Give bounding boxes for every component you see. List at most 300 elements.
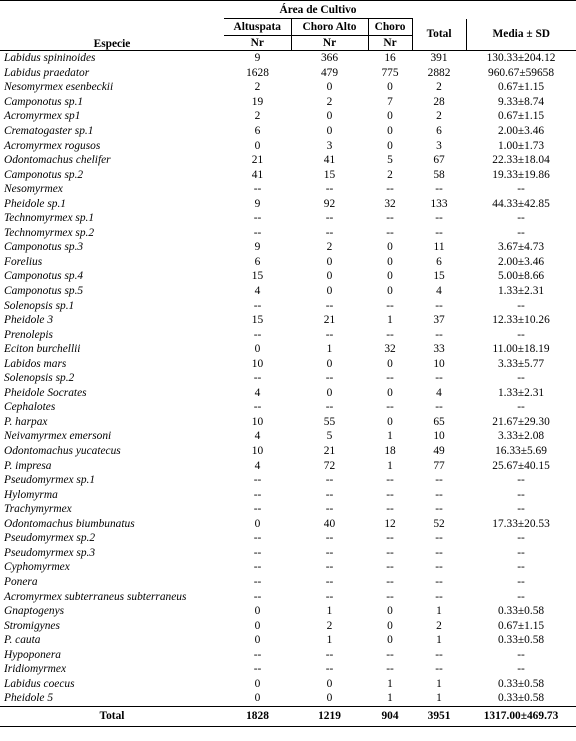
total-cell: 28	[433, 95, 445, 108]
choro-cell: 0	[387, 241, 393, 254]
choro-cell: --	[386, 372, 394, 385]
total-choro-alto: 1219	[291, 706, 368, 726]
total-cell: 2	[436, 110, 442, 123]
species-cell: Stromigynes	[4, 619, 60, 632]
altuspata-cell: --	[253, 532, 262, 545]
total-cell: 391	[430, 52, 448, 65]
total-cell: 2882	[427, 66, 451, 79]
mean-cell: 22.33±18.04	[492, 154, 550, 167]
choro-alto-cell: --	[325, 474, 334, 487]
choro-alto-cell: --	[325, 561, 334, 574]
table-row	[0, 153, 576, 168]
species-cell: Pheidole sp.1	[4, 197, 67, 210]
choro-cell: 16	[384, 52, 396, 65]
species-cell: Trachymyrmex	[4, 503, 72, 516]
altuspata-cell: --	[253, 488, 262, 501]
choro-cell: 775	[381, 66, 399, 79]
altuspata-cell: 9	[254, 241, 261, 254]
table-row	[0, 517, 576, 532]
choro-alto-cell: 2	[326, 95, 333, 108]
altuspata-cell: 0	[254, 692, 261, 705]
species-cell: Pseudomyrmex sp.1	[4, 474, 96, 487]
total-cell: --	[435, 663, 443, 676]
altuspata-cell: 21	[251, 154, 264, 167]
total-cell: --	[435, 546, 443, 559]
total-cell: --	[435, 590, 443, 603]
table-row	[0, 531, 576, 546]
table-row	[0, 167, 576, 182]
altuspata-cell: 6	[254, 125, 261, 137]
table-row	[0, 487, 576, 502]
mean-cell: 1.33±2.31	[497, 386, 545, 399]
table-row	[0, 371, 576, 386]
choro-cell: 0	[387, 605, 393, 618]
choro-alto-cell: 0	[326, 357, 333, 370]
mean-cell: 12.33±10.26	[492, 314, 550, 327]
mean-cell: --	[517, 401, 525, 414]
choro-cell: 32	[384, 197, 396, 210]
mean-cell: 1.00±1.73	[497, 139, 545, 152]
choro-alto-cell: 41	[323, 154, 336, 167]
choro-cell: --	[386, 488, 394, 501]
choro-alto-cell: --	[325, 575, 334, 588]
choro-cell: --	[386, 226, 394, 239]
table-row	[0, 211, 576, 226]
species-cell: Acromyrmex rogusos	[4, 139, 101, 152]
table-row	[0, 313, 576, 328]
altuspata-cell: 10	[251, 415, 264, 428]
site-header-altuspata: Altuspata	[224, 19, 291, 36]
choro-alto-cell: 0	[326, 677, 333, 690]
total-cell: 77	[433, 459, 445, 472]
altuspata-cell: --	[253, 590, 262, 603]
mean-cell: --	[517, 663, 525, 676]
table-row	[0, 662, 576, 677]
mean-cell: --	[517, 546, 525, 559]
total-cell: 37	[433, 314, 445, 327]
altuspata-cell: 4	[254, 285, 261, 298]
table-row	[0, 560, 576, 575]
species-cell: Acromyrmex sp1	[4, 110, 81, 123]
table-row	[0, 255, 576, 270]
mean-cell: 0.33±0.58	[497, 605, 545, 618]
total-cell: --	[435, 401, 443, 414]
choro-alto-cell: --	[325, 663, 334, 676]
species-cell: Eciton burchellii	[4, 343, 81, 356]
choro-cell: 0	[387, 285, 393, 298]
choro-alto-cell: --	[325, 648, 334, 661]
mean-cell: --	[517, 183, 525, 196]
header-blank-cell	[412, 1, 466, 19]
species-cell: Pheidole Socrates	[4, 386, 87, 399]
total-cell: --	[435, 226, 443, 239]
mean-cell: --	[517, 372, 525, 385]
choro-cell: 1	[387, 430, 393, 443]
choro-cell: --	[386, 590, 394, 603]
table-row	[0, 284, 576, 299]
choro-cell: 0	[387, 110, 393, 123]
table-row	[0, 66, 576, 81]
species-cell: P. impresa	[4, 459, 52, 472]
choro-alto-cell: 0	[326, 270, 333, 283]
total-cell: 15	[433, 270, 445, 283]
mean-cell: --	[517, 503, 525, 516]
nr-header-altuspata: Nr	[224, 36, 291, 51]
altuspata-cell: 6	[254, 255, 261, 268]
total-row-label: Total	[0, 706, 224, 726]
total-cell: 52	[433, 517, 445, 530]
choro-cell: --	[386, 663, 394, 676]
total-cell: 2	[436, 81, 442, 94]
altuspata-cell: --	[253, 372, 262, 385]
nr-header-choro-alto: Nr	[291, 36, 368, 51]
table-header	[0, 1, 576, 51]
table-row	[0, 444, 576, 459]
choro-alto-cell: 55	[323, 415, 336, 428]
altuspata-cell: 15	[251, 314, 264, 327]
choro-alto-cell: 1	[326, 634, 333, 647]
species-cell: Camponotus sp.4	[4, 270, 84, 283]
area-header: Área de Cultivo	[224, 1, 412, 19]
choro-cell: 32	[384, 343, 396, 356]
choro-alto-cell: --	[325, 488, 334, 501]
table-row	[0, 575, 576, 590]
table-row	[0, 429, 576, 444]
altuspata-cell: 9	[254, 197, 261, 210]
table-row	[0, 356, 576, 371]
species-cell: Ponera	[4, 575, 38, 588]
choro-cell: 0	[387, 270, 393, 283]
altuspata-cell: 1628	[246, 66, 269, 79]
choro-alto-cell: 72	[323, 459, 336, 472]
mean-column-header: Media ± SD	[466, 19, 576, 51]
mean-cell: 0.33±0.58	[497, 692, 545, 705]
total-cell: --	[435, 532, 443, 545]
choro-alto-cell: --	[325, 532, 334, 545]
choro-cell: --	[386, 183, 394, 196]
mean-cell: --	[517, 532, 525, 545]
total-cell: --	[435, 488, 443, 501]
table-row	[0, 618, 576, 633]
total-cell: --	[435, 328, 443, 341]
altuspata-cell: 19	[251, 95, 264, 108]
altuspata-cell: --	[253, 546, 262, 559]
table-row	[0, 196, 576, 211]
choro-cell: 1	[387, 314, 393, 327]
total-choro: 904	[368, 706, 412, 726]
species-cell: Camponotus sp.1	[4, 95, 84, 108]
choro-cell: --	[386, 575, 394, 588]
choro-cell: --	[386, 299, 394, 312]
choro-alto-cell: 0	[326, 285, 333, 298]
altuspata-cell: 0	[254, 677, 261, 690]
mean-cell: --	[517, 474, 525, 487]
total-row	[0, 706, 576, 726]
species-cell: Prenolepis	[4, 328, 53, 341]
choro-cell: 0	[387, 619, 393, 632]
table-row	[0, 269, 576, 284]
table-row	[0, 226, 576, 241]
mean-cell: 3.33±2.08	[497, 430, 545, 443]
species-cell: Technomyrmex sp.1	[4, 212, 95, 225]
choro-cell: 0	[387, 634, 393, 647]
altuspata-cell: 0	[254, 139, 261, 152]
choro-alto-cell: 1	[326, 605, 333, 618]
altuspata-cell: --	[253, 328, 262, 341]
choro-cell: 1	[387, 692, 393, 705]
total-cell: --	[435, 575, 443, 588]
mean-cell: 21.67±29.30	[492, 415, 550, 428]
altuspata-cell: --	[253, 183, 262, 196]
total-cell: 4	[436, 386, 442, 399]
choro-alto-cell: --	[325, 503, 334, 516]
altuspata-cell: 0	[254, 343, 261, 356]
species-cell: Forelius	[4, 255, 43, 268]
species-column-header: Especie	[0, 19, 224, 51]
species-cell: Nesomyrmex esenbeckii	[4, 81, 114, 94]
species-cell: Pheidole 5	[4, 692, 54, 705]
choro-alto-cell: 0	[326, 81, 333, 94]
choro-alto-cell: --	[325, 299, 334, 312]
table-row	[0, 298, 576, 313]
table-row	[0, 386, 576, 401]
mean-cell: 5.00±8.66	[497, 270, 545, 283]
choro-alto-cell: 366	[320, 52, 339, 65]
choro-alto-cell: --	[325, 328, 334, 341]
altuspata-cell: --	[253, 561, 262, 574]
mean-cell: --	[517, 488, 525, 501]
choro-alto-cell: 0	[326, 125, 333, 137]
table-row	[0, 95, 576, 110]
species-cell: Labidos mars	[4, 357, 67, 370]
table-row	[0, 80, 576, 95]
choro-cell: 0	[387, 81, 393, 94]
table-row	[0, 589, 576, 604]
total-cell: 2	[436, 619, 442, 632]
choro-cell: 0	[387, 125, 393, 137]
species-cell: P. harpax	[4, 415, 48, 428]
choro-alto-cell: 5	[326, 430, 333, 443]
mean-cell: --	[517, 648, 525, 661]
total-cell: --	[435, 561, 443, 574]
mean-cell: 1.33±2.31	[497, 285, 545, 298]
total-cell: 49	[433, 445, 445, 458]
species-cell: Pheidole 3	[4, 314, 54, 327]
species-cell: Labidus spininoides	[4, 52, 96, 65]
mean-cell: 19.33±19.86	[492, 168, 550, 181]
choro-cell: 0	[387, 415, 393, 428]
choro-cell: 7	[387, 95, 393, 108]
species-cell: Neivamyrmex emersoni	[4, 430, 112, 443]
mean-cell: --	[517, 590, 525, 603]
total-cell: --	[435, 212, 443, 225]
total-altuspata: 1828	[224, 706, 291, 726]
choro-alto-cell: 2	[326, 241, 333, 254]
altuspata-cell: --	[253, 212, 262, 225]
choro-alto-cell: --	[325, 226, 334, 239]
choro-cell: 0	[387, 255, 393, 268]
total-cell: 4	[436, 285, 442, 298]
mean-cell: --	[517, 212, 525, 225]
table-row	[0, 124, 576, 139]
mean-cell: 3.33±5.77	[497, 357, 545, 370]
mean-cell: 11.00±18.19	[492, 343, 550, 356]
choro-cell: 18	[384, 445, 396, 458]
species-cell: P. cauta	[4, 634, 41, 647]
mean-cell: 16.33±5.69	[495, 445, 547, 458]
species-cell: Cyphomyrmex	[4, 561, 70, 574]
mean-cell: 44.33±42.85	[492, 197, 550, 210]
mean-cell: --	[517, 226, 525, 239]
table-row	[0, 473, 576, 488]
species-cell: Labidus praedator	[4, 66, 90, 79]
species-cell: Hylomyrma	[4, 488, 58, 501]
species-cell: Pseudomyrmex sp.3	[4, 546, 96, 559]
total-column-header: Total	[412, 19, 466, 51]
table-row	[0, 400, 576, 415]
choro-alto-cell: 3	[326, 139, 333, 152]
choro-alto-cell: 40	[323, 517, 336, 530]
table-row	[0, 51, 576, 66]
choro-cell: --	[386, 503, 394, 516]
choro-cell: --	[386, 648, 394, 661]
choro-alto-cell: --	[325, 372, 334, 385]
choro-alto-cell: 92	[323, 197, 336, 210]
species-cell: Hypoponera	[4, 648, 61, 661]
altuspata-cell: --	[253, 226, 262, 239]
altuspata-cell: --	[253, 474, 262, 487]
table-row	[0, 138, 576, 153]
header-blank-cell	[0, 1, 224, 19]
choro-alto-cell: --	[325, 590, 334, 603]
mean-cell: 2.00±3.46	[497, 255, 545, 268]
choro-alto-cell: 0	[326, 255, 333, 268]
species-cell: Acromyrmex subterraneus subterraneus	[4, 590, 187, 603]
choro-alto-cell: 0	[326, 692, 333, 705]
choro-cell: 0	[387, 386, 393, 399]
mean-cell: 960.67±59658	[488, 66, 555, 79]
species-cell: Solenopsis sp.1	[4, 299, 75, 312]
table-row	[0, 633, 576, 648]
species-cell: Camponotus sp.3	[4, 241, 84, 254]
species-cell: Pseudomyrmex sp.2	[4, 532, 96, 545]
total-cell: 3	[436, 139, 442, 152]
species-cell: Crematogaster sp.1	[4, 125, 94, 137]
choro-cell: 1	[387, 677, 393, 690]
total-cell: --	[435, 183, 443, 196]
table-row	[0, 458, 576, 473]
choro-alto-cell: 0	[326, 386, 333, 399]
choro-cell: 5	[387, 154, 393, 167]
species-cell: Technomyrmex sp.2	[4, 226, 95, 239]
choro-alto-cell: --	[325, 401, 334, 414]
total-total: 3951	[412, 706, 466, 726]
mean-cell: 0.33±0.58	[497, 634, 545, 647]
altuspata-cell: 4	[254, 386, 261, 399]
choro-cell: 0	[387, 357, 393, 370]
species-cell: Odontomachus chelifer	[4, 154, 111, 167]
total-cell: 11	[433, 241, 445, 254]
table-row	[0, 109, 576, 124]
mean-cell: 25.67±40.15	[492, 459, 550, 472]
choro-cell: --	[386, 532, 394, 545]
altuspata-cell: 15	[251, 270, 264, 283]
total-cell: 65	[433, 415, 445, 428]
total-cell: --	[435, 474, 443, 487]
header-blank-cell	[466, 1, 576, 19]
choro-cell: --	[386, 328, 394, 341]
choro-alto-cell: 0	[326, 110, 333, 123]
choro-cell: --	[386, 474, 394, 487]
species-cell: Solenopsis sp.2	[4, 372, 75, 385]
table-row	[0, 546, 576, 561]
table-footer	[0, 706, 576, 726]
total-cell: --	[435, 372, 443, 385]
total-cell: 6	[436, 255, 442, 268]
site-header-choro: Choro	[368, 19, 412, 36]
species-cell: Gnaptogenys	[4, 605, 65, 618]
choro-alto-cell: 21	[323, 314, 336, 327]
table-row	[0, 342, 576, 357]
mean-cell: --	[517, 575, 525, 588]
choro-cell: 12	[384, 517, 396, 530]
altuspata-cell: 10	[251, 445, 264, 458]
mean-cell: 2.00±3.46	[497, 125, 545, 137]
choro-alto-cell: 479	[320, 66, 339, 79]
choro-cell: --	[386, 212, 394, 225]
species-cell: Nesomyrmex	[4, 183, 63, 196]
mean-cell: --	[517, 328, 525, 341]
species-cell: Iridiomyrmex	[4, 663, 66, 676]
mean-cell: 0.33±0.58	[497, 677, 545, 690]
choro-cell: --	[386, 546, 394, 559]
mean-cell: 17.33±20.53	[492, 517, 550, 530]
choro-cell: 1	[387, 459, 393, 472]
choro-cell: 2	[387, 168, 393, 181]
total-cell: 1	[436, 634, 442, 647]
mean-cell: 3.67±4.73	[497, 241, 545, 254]
table-row	[0, 240, 576, 255]
total-cell: 33	[433, 343, 445, 356]
total-cell: --	[435, 503, 443, 516]
altuspata-cell: --	[253, 663, 262, 676]
mean-cell: 9.33±8.74	[497, 95, 545, 108]
altuspata-cell: --	[253, 299, 262, 312]
site-header-choro-alto: Choro Alto	[291, 19, 368, 36]
total-cell: --	[435, 299, 443, 312]
table-body	[0, 51, 576, 707]
total-cell: 133	[430, 197, 448, 210]
mean-cell: 0.67±1.15	[497, 110, 545, 123]
choro-alto-cell: --	[325, 183, 334, 196]
table-row	[0, 327, 576, 342]
species-cell: Camponotus sp.2	[4, 168, 84, 181]
species-cell: Labidus coecus	[4, 677, 75, 690]
total-cell: 10	[433, 357, 445, 370]
mean-cell: 130.33±204.12	[486, 52, 556, 65]
total-cell: 58	[433, 168, 445, 181]
table-row	[0, 647, 576, 662]
altuspata-cell: --	[253, 503, 262, 516]
altuspata-cell: 0	[254, 517, 261, 530]
choro-cell: 0	[387, 139, 393, 152]
altuspata-cell: --	[253, 648, 262, 661]
table-row	[0, 415, 576, 430]
mean-cell: --	[517, 299, 525, 312]
choro-alto-cell: 2	[326, 619, 333, 632]
table-row	[0, 677, 576, 692]
total-cell: --	[435, 648, 443, 661]
